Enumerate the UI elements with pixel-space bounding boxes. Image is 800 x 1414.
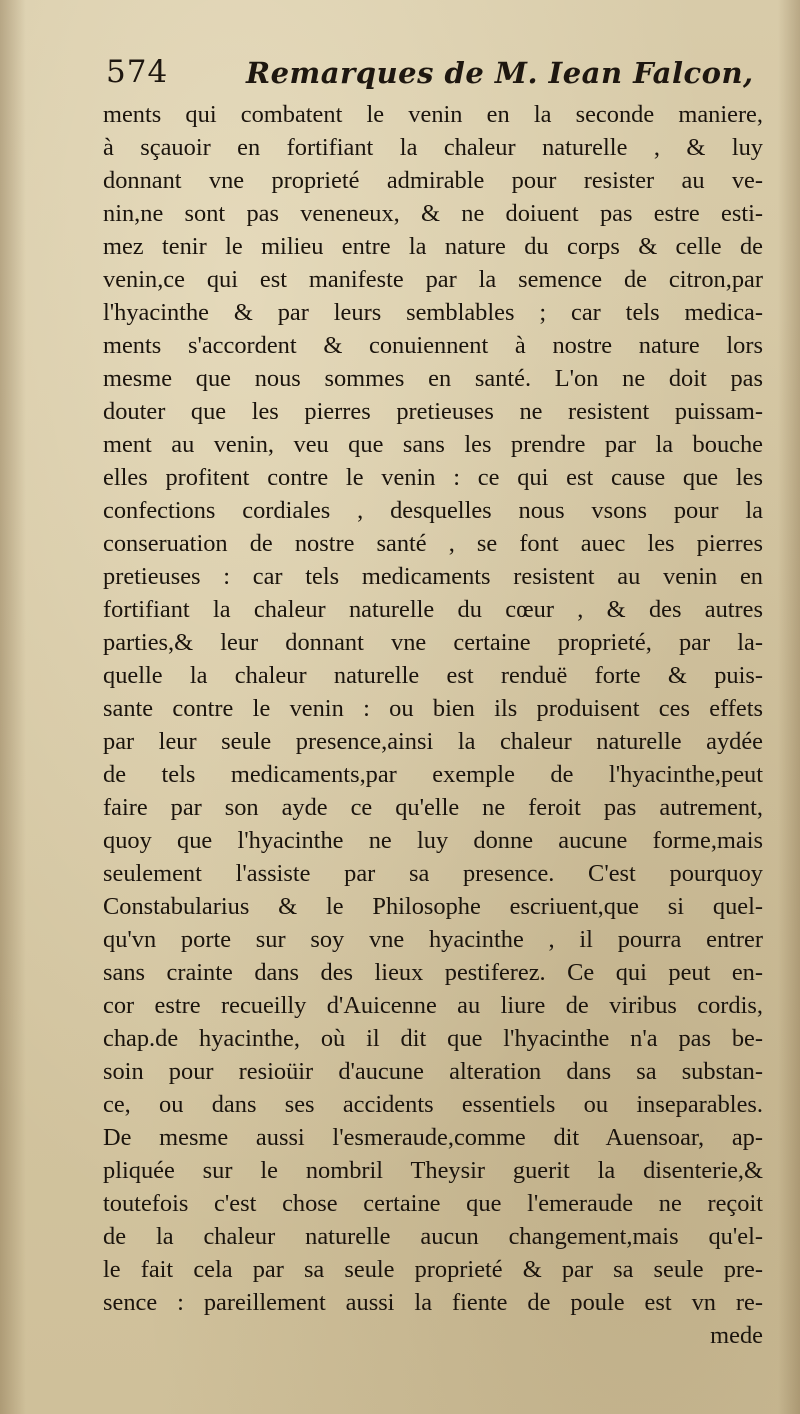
text-line: chap.de hyacinthe, où il dit que l'hyacinthe n'a pas be- <box>103 1025 763 1052</box>
text-line: mez tenir le milieu entre la nature du corps & celle de <box>103 233 763 260</box>
text-line: toutefois c'est chose certaine que l'emeraude ne reçoit <box>103 1190 763 1217</box>
text-line: donnant vne proprieté admirable pour resister au ve- <box>103 167 763 194</box>
body-text <box>103 98 763 1352</box>
text-line: sence : pareillement aussi la fiente de poule est vn re- <box>103 1289 763 1316</box>
text-line: de tels medicaments,par exemple de l'hyacinthe,peut <box>103 761 763 788</box>
text-line: quelle la chaleur naturelle est renduë forte & puis- <box>103 662 763 689</box>
text-line: confections cordiales , desquelles nous vsons pour la <box>103 497 763 524</box>
text-line: à sçauoir en fortifiant la chaleur naturelle , & luy <box>103 134 763 161</box>
text-line: parties,& leur donnant vne certaine proprieté, par la- <box>103 629 763 656</box>
running-title: Remarques de M. Iean Falcon, <box>246 56 754 90</box>
text-line: sans crainte dans des lieux pestiferez. Ce qui peut en- <box>103 959 763 986</box>
page-header <box>106 52 766 92</box>
text-line: de la chaleur naturelle aucun changement,mais qu'el- <box>103 1223 763 1250</box>
text-line: seulement l'assiste par sa presence. C'est pourquoy <box>103 860 763 887</box>
text-line: qu'vn porte sur soy vne hyacinthe , il pourra entrer <box>103 926 763 953</box>
text-line: cor estre recueilly d'Auicenne au liure de viribus cordis, <box>103 992 763 1019</box>
text-line: conseruation de nostre santé , se font auec les pierres <box>103 530 763 557</box>
text-line: ment au venin, veu que sans les prendre par la bouche <box>103 431 763 458</box>
text-line: ments qui combatent le venin en la seconde maniere, <box>103 101 763 128</box>
text-line: douter que les pierres pretieuses ne resistent puissam- <box>103 398 763 425</box>
text-line: Constabularius & le Philosophe escriuent,que si quel- <box>103 893 763 920</box>
page-number: 574 <box>106 54 169 90</box>
text-line: elles profitent contre le venin : ce qui est cause que les <box>103 464 763 491</box>
text-line: soin pour resioüir d'aucune alteration dans sa substan- <box>103 1058 763 1085</box>
text-line: De mesme aussi l'esmeraude,comme dit Auensoar, ap- <box>103 1124 763 1151</box>
text-line: pliquée sur le nombril Theysir guerit la disenterie,& <box>103 1157 763 1184</box>
text-line: mesme que nous sommes en santé. L'on ne doit pas <box>103 365 763 392</box>
text-line: faire par son ayde ce qu'elle ne feroit pas autrement, <box>103 794 763 821</box>
text-line: fortifiant la chaleur naturelle du cœur , & des autres <box>103 596 763 623</box>
text-line: pretieuses : car tels medicaments resistent au venin en <box>103 563 763 590</box>
text-line: sante contre le venin : ou bien ils produisent ces effets <box>103 695 763 722</box>
text-line: l'hyacinthe & par leurs semblables ; car tels medica- <box>103 299 763 326</box>
text-line: nin,ne sont pas veneneux, & ne doiuent pas estre esti- <box>103 200 763 227</box>
text-line: ments s'accordent & conuiennent à nostre nature lors <box>103 332 763 359</box>
text-line: quoy que l'hyacinthe ne luy donne aucune forme,mais <box>103 827 763 854</box>
text-line: venin,ce qui est manifeste par la semence de citron,par <box>103 266 763 293</box>
catchword: mede <box>710 1322 763 1349</box>
text-line: le fait cela par sa seule proprieté & par sa seule pre- <box>103 1256 763 1283</box>
text-line: par leur seule presence,ainsi la chaleur naturelle aydée <box>103 728 763 755</box>
text-line: ce, ou dans ses accidents essentiels ou inseparables. <box>103 1091 763 1118</box>
